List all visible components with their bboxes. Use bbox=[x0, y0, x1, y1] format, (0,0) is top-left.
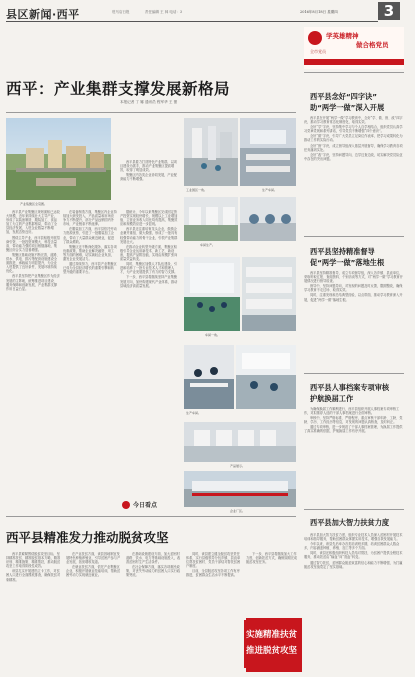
factory-photo-1 bbox=[184, 118, 238, 186]
party-emblem-icon bbox=[308, 31, 322, 45]
section-title: 县区新闻·西平 bbox=[6, 8, 80, 21]
bottom-headline: 西平县精准发力推动脱贫攻坚 bbox=[6, 530, 169, 545]
workshop-photo-4 bbox=[242, 257, 296, 331]
masthead-rule bbox=[6, 21, 378, 22]
page-number-badge bbox=[378, 2, 400, 20]
caption-photo-5: 生产车间。 bbox=[186, 411, 202, 415]
issue-date: 2016年8月18日 星期四 bbox=[300, 10, 338, 14]
assembly-photo-1 bbox=[184, 345, 234, 409]
plant-photo bbox=[184, 471, 296, 507]
caption-photo-2: 生产车间。 bbox=[262, 188, 278, 192]
assembly-photo-2 bbox=[236, 345, 296, 409]
article2-title-a: 西平县坚持精准督导 bbox=[310, 247, 375, 256]
caption-aerial: 产业集聚区全景图。 bbox=[20, 202, 48, 206]
caption-photo-1: 工业园区一角。 bbox=[186, 188, 208, 192]
ad-line-2: 做合格党员 bbox=[356, 41, 389, 49]
page-number: 3 bbox=[383, 2, 395, 20]
bottom-rule bbox=[6, 516, 296, 517]
promo-line-1: 实施精准扶贫 bbox=[246, 630, 298, 640]
bottom-body-col-3: 在基础设施建设方面，加大贫困村道路、饮水、电力等基础设施投入，改善贫困村生产生活条件。 在社会保障方面，落实各项惠民政策，对丧失劳动能力的贫困人口实行政策兜底。 bbox=[126, 552, 181, 578]
lead-body-col-4: 西平县着力打造特色产业集群，以项目建设为抓手，推动产业集聚区提质增效，取得了明显成效。 集聚区内各类企业协同发展，产业配套能力不断增强。 bbox=[120, 160, 177, 182]
article1-title-a: 西平县念好“四字诀” bbox=[310, 92, 377, 101]
promo-box-wide bbox=[244, 620, 302, 668]
editor-info: 责任编辑 王 林 电话：3 bbox=[145, 10, 183, 14]
bottom-body-col-2: 在产业扶贫方面，该县因地制宜发展特色种植养殖业，引导贫困户参与产业发展，拓宽增收渠道。 在就业扶贫方面，依托产业集聚区企业，积极开展就业技能培训，帮助贫困劳动力实现就近就业。 bbox=[66, 552, 121, 578]
article4-title: 西平县加大智力扶贫力度 bbox=[310, 518, 390, 527]
lead-byline: 本报记者 丁 娜 通讯员 程军华 王 蕾 bbox=[120, 100, 178, 104]
bottom-body-col-5: 下一步，西平县将继续加大工作力度，创新扶贫方式，确保如期完成脱贫攻坚任务。 bbox=[246, 552, 297, 565]
right-rule-2 bbox=[304, 373, 404, 374]
right-rule-3 bbox=[304, 509, 404, 510]
promo-line-2: 推进脱贫攻坚 bbox=[246, 646, 298, 656]
factory-photo-2 bbox=[240, 118, 296, 186]
lead-rule bbox=[6, 112, 296, 113]
ad-line-3: 全市党员 bbox=[310, 49, 326, 54]
aerial-photo bbox=[6, 118, 111, 200]
article2-title-b: 促“两学一做”落地生根 bbox=[310, 258, 385, 267]
article3-title-a: 西平县人事档案专项审核 bbox=[310, 383, 390, 392]
article4-body: 西平县加大智力扶贫力度，组织专业技术人员深入贫困村开展技术培训和指导服务，帮助贫困群众掌握实用技术，增强自我发展能力。 今年以来，该县先后举办各类培训班多期，培训贫困群众人数众多，内容涵盖种植、养殖、加工等多个方面。 同时，该县还积极组织科技人员结对帮扶，为贫困户提供全程技术服务，推动扶贫由“输血”向“造血”转变。 通过智力扶贫，贫困群众脱贫致富的信心和能力不断增强，为打赢脱贫攻坚战奠定了坚实基础。 bbox=[304, 533, 403, 569]
right-rule-1 bbox=[304, 236, 404, 237]
article3-body: 为确保换届工作顺利进行，西平县组织开展人事档案专项审核工作，对拟推荐人选的干部人事档案进行全面审核。 审核中，坚持严格标准、严格程序，重点审核干部年龄、工龄、党龄、学历、工作经历等信息，对发现的问题认真核查，及时纠正。 通过专项审核，进一步规范了干部人事档案管理，为换届工作提供了真实准确的依据，护航换届工作有序开展。 bbox=[304, 407, 403, 434]
lead-headline: 西平：产业集群支撑发展新格局 bbox=[6, 80, 231, 98]
caption-photo-4: 车间一角。 bbox=[205, 333, 221, 337]
article3-title-b: 护航换届工作 bbox=[310, 394, 354, 403]
ad-line-1: 学英雄精神 bbox=[326, 32, 359, 40]
article2-body: 西平县坚持精准督导，成立专项督导组，深入各乡镇、县直单位，采取听取汇报、查阅资料、个别访谈等方式，对“两学一做”学习教育开展情况进行督导检查。 督导中，坚持问题导向，对发现的问题及时反馈，限期整改，确保学习教育不走过场、取得实效。 同时，注重发现和总结典型经验，以点带面，推动学习教育深入开展，促进“两学一做”落地生根。 bbox=[304, 271, 403, 302]
lead-body-col-1: 西平县产业集聚区规划面积已达较大规模，近年来持续壮大主导产业，形成了以装备制造、服装加工、食品加工为主的产业集群格局，带动了全县经济发展，入驻企业数量不断增加，发展态势良好。 围绕主导产业，西平县积极开展招商引资，一批投资规模大、科技含量高、带动能力强的项目相继落地，集聚区综合实力显著增强。 集聚区基础设施不断完善，道路、供水、供电、排污等配套设施建设全面推进，承载能力明显提升，为企业入驻提供了良好条件，发展环境持续优化。 西平县坚持把产业集聚区作为经济发展的主阵地，统筹推进项目建设、服务保障和创新发展，产业集群支撑作用日益凸显。 bbox=[6, 210, 60, 291]
kicker-icon bbox=[122, 501, 130, 509]
workshop-photo-1 bbox=[184, 197, 238, 241]
caption-photo-7: 企业厂区。 bbox=[230, 509, 246, 513]
right-col-top-rule bbox=[304, 72, 404, 73]
ad-stripe bbox=[304, 59, 404, 65]
kicker-label: 今日看点 bbox=[133, 502, 158, 509]
workshop-photo-2 bbox=[240, 197, 296, 241]
article1-title-b: 助“两学一做”深入开展 bbox=[310, 103, 385, 112]
caption-photo-3: 车间生产。 bbox=[200, 243, 216, 247]
bottom-body-col-1: 西平县紧紧围绕脱贫攻坚目标，坚持精准扶贫、精准脱贫基本方略，精准识别、精准施策、精准帮扶，推动脱贫攻坚工作取得阶段性成效。 该县扎实开展建档立卡工作，对贫困人口进行全面摸底排查，确保扶贫对象精准。 bbox=[6, 552, 61, 582]
party-ad-banner bbox=[304, 27, 404, 69]
caption-photo-6: 产品展示。 bbox=[230, 464, 246, 468]
masthead bbox=[0, 0, 415, 68]
lead-body-col-2: 在装备制造方面，集聚区内企业持续加大研发投入，产品质量和市场竞争力不断提升，部分产品远销国内外市场，产业链条不断延伸。 在服装加工方面，西平县依托劳动力资源优势，引进了一批服装加工企业，带动了大量群众就近就业，促进了群众增收。 集聚区还不断深化服务，落实各项优惠政策，帮助企业解决融资、用工等方面的困难，切实减轻企业负担，激发企业发展活力。 通过持续努力，西平县产业集聚区已成为全县经济增长的重要引擎和转型升级的重要平台。 bbox=[63, 210, 117, 275]
lead-body-col-3: 据统计，今年以来集聚区完成固定资产投资实现较快增长，规模以上工业增加值、主营业务收入同比均有提高，集聚效应和规模效应进一步显现。 西平县还注重培育龙头企业，鼓励企业兼并重组、做大做强，形成了一批具有较强带动能力的骨干企业，引领产业集群发展壮大。 在推动企业转型升级方面，集聚区积极引导企业运用新技术、新工艺、新设备，提高产品附加值，实现由规模扩张向质量效益转变。 同时，集聚区加强人才队伍建设，引进和培养了一批专业技术人才和管理人才，为产业发展提供了有力的智力支撑。 下一步，西平县将继续坚持产业集聚发展方向，加快构建现代产业体系，推动县域经济高质量发展。 bbox=[120, 210, 178, 288]
bottom-body-col-4: 同时，该县建立健全脱贫攻坚责任体系，实行县级领导分包乡镇、县直单位帮扶贫困村、党员干部结对帮扶贫困户制度。 目前，全县脱贫攻坚各项工作有序推进，贫困群众生活水平不断提高。 bbox=[186, 552, 241, 578]
product-photo bbox=[184, 422, 296, 462]
workshop-photo-3 bbox=[184, 257, 240, 331]
article1-body: 西平县在开展“两学一做”学习教育中，念好“学、做、督、改”四字诀，推动学习教育常态化制度化，取得实效。 念好“学”字诀，坚持集中学习与个人自学相结合，组织党员认真学习党章党规和系列讲话，引导党员不断增强“四个意识”。 念好“做”字诀，引导广大党员立足岗位作表率，把学习成果转化为推动工作的实际行动。 念好“督”字诀，成立督导组深入基层开展督导，确保学习教育各项任务落到实处。 念好“改”字诀，坚持问题导向，边学边查边改，切实解决党员队伍中存在的突出问题。 bbox=[304, 116, 403, 161]
kicker-box bbox=[122, 500, 182, 510]
paper-name: 驻马店日报 bbox=[112, 10, 130, 14]
